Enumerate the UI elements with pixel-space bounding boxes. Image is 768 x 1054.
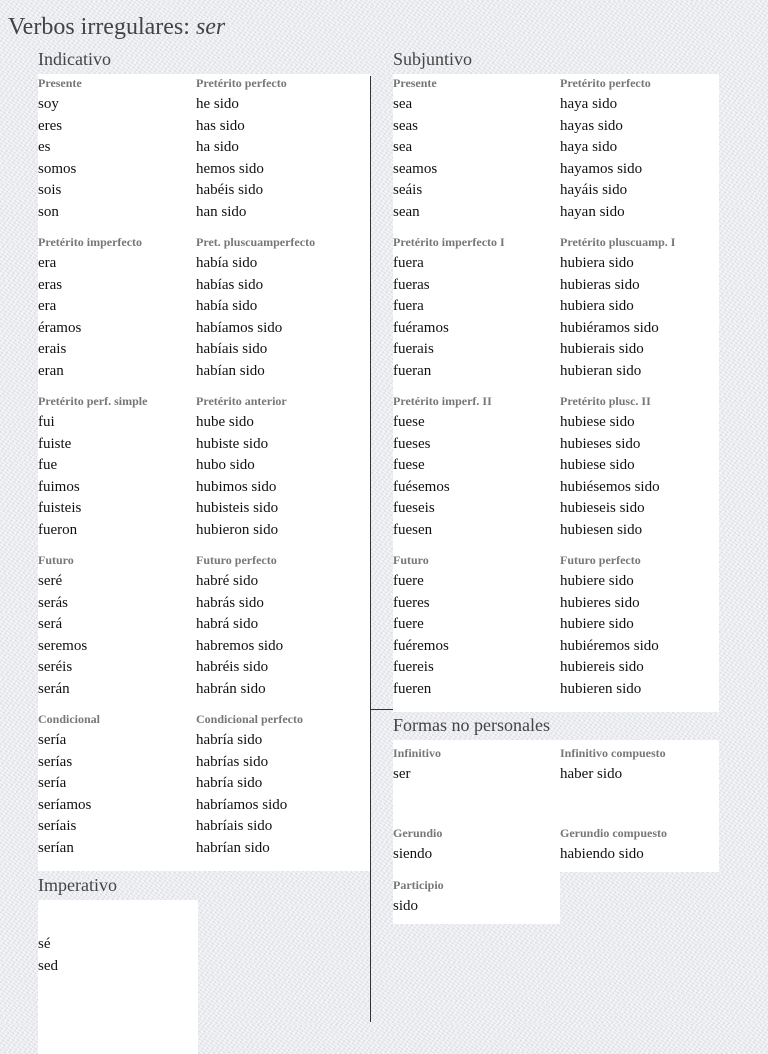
infinitivo-cell — [393, 740, 560, 820]
verb-form: hubiera sido — [560, 298, 634, 314]
tense-name: Condicional — [38, 712, 101, 726]
verb-form: hubiere sido — [560, 573, 634, 589]
verb-form: sería — [38, 732, 67, 748]
tense-name: Pret. pluscuamperfecto — [196, 235, 316, 249]
verb-form: haya sido — [560, 96, 618, 112]
verb-form: hubieses sido — [560, 435, 641, 452]
verb-form: ha sido — [196, 139, 239, 155]
verb-form: han sido — [196, 203, 247, 220]
verb-form: hubiéramos sido — [560, 319, 659, 336]
verb-form: son — [38, 203, 59, 220]
tense-name: Futuro perfecto — [196, 553, 277, 567]
gerundio-compuesto-value: habiendo sido — [560, 846, 644, 862]
verb-form: fuesen — [393, 521, 433, 538]
indicativo-table — [38, 74, 370, 871]
verb-form: será — [38, 616, 63, 632]
tense-name: Pretérito imperf. II — [393, 394, 492, 408]
verb-form: hayan sido — [560, 203, 625, 220]
verb-form: habían sido — [196, 362, 265, 379]
verb-form: eres — [38, 117, 63, 134]
subjuntivo-tense-block — [393, 394, 560, 553]
imperativo-form: sed — [38, 957, 58, 974]
tense-name: Pretérito imperfecto — [38, 235, 143, 249]
verb-form: éramos — [38, 319, 82, 336]
verb-form: seríais — [38, 818, 77, 834]
verb-form: habrían sido — [196, 839, 270, 856]
verb-form: fuere — [393, 573, 424, 589]
indicativo-tense-block — [38, 235, 196, 394]
participio-row — [393, 872, 719, 924]
participio-cell — [393, 872, 560, 924]
verb-form: hubieseis sido — [560, 500, 645, 516]
tense-name: Pretérito perfecto — [196, 76, 287, 90]
verb-form: fuereis — [393, 659, 434, 675]
verb-form: he sido — [196, 96, 239, 112]
verb-form: hubierais sido — [560, 341, 644, 357]
verb-form: sea — [393, 139, 413, 155]
verb-form: sois — [38, 182, 62, 198]
verb-form: seríamos — [38, 796, 92, 813]
subjuntivo-table — [393, 74, 719, 712]
verb-form: hubieran sido — [560, 362, 642, 379]
subjuntivo-tense-block — [560, 76, 719, 235]
tense-name: Condicional perfecto — [196, 712, 303, 726]
verb-form: hubiesen sido — [560, 521, 643, 538]
verb-form: has sido — [196, 117, 245, 134]
indicativo-tense-block — [196, 553, 370, 712]
verb-form: eras — [38, 276, 63, 293]
verb-form: serías — [38, 753, 73, 770]
verb-form: fuese — [393, 457, 425, 473]
gerundio-compuesto-label: Gerundio compuesto — [560, 826, 668, 840]
indicativo-tense-block — [38, 712, 196, 871]
verb-form: hubieron sido — [196, 521, 279, 538]
verb-form: hubieres sido — [560, 594, 640, 611]
verb-form: serán — [38, 680, 70, 697]
tense-name: Pretérito pluscuamp. I — [560, 235, 676, 249]
tense-name: Pretérito anterior — [196, 394, 287, 408]
verb-form: hubiste sido — [196, 435, 269, 452]
formas-no-personales-section — [393, 712, 719, 924]
verb-form: hemos sido — [196, 160, 264, 177]
tense-name: Futuro perfecto — [560, 553, 641, 567]
subjuntivo-tense-block — [393, 235, 560, 394]
verb-form: seréis — [38, 659, 73, 675]
verb-form: había sido — [196, 255, 258, 271]
verb-form: hubiese sido — [560, 457, 635, 473]
verb-form: hubieras sido — [560, 276, 640, 293]
indicativo-tense-block — [196, 76, 370, 235]
verb-form: fuese — [393, 414, 425, 430]
verb-form: seré — [38, 573, 63, 589]
verb-form: habías sido — [196, 276, 264, 293]
verb-form: hubiéremos sido — [560, 637, 659, 654]
indicativo-tense-block — [196, 712, 370, 871]
infinitivo-compuesto-cell — [560, 740, 719, 820]
verb-form: hayáis sido — [560, 182, 628, 198]
verb-form: fuimos — [38, 478, 80, 495]
gerundio-row — [393, 820, 719, 872]
gerundio-label: Gerundio — [393, 826, 443, 840]
imperativo-table — [38, 900, 198, 1054]
tense-name: Pretérito plusc. II — [560, 394, 651, 408]
verb-form: habremos sido — [196, 637, 284, 654]
verb-form: seas — [393, 117, 418, 134]
subjuntivo-tense-block — [560, 235, 719, 394]
verb-form: habríamos sido — [196, 796, 288, 813]
indicativo-tense-block — [38, 553, 196, 712]
imperativo-section — [38, 872, 198, 1054]
indicativo-tense-block — [196, 235, 370, 394]
verb-form: habíais sido — [196, 341, 268, 357]
verb-form: hayamos sido — [560, 160, 643, 177]
verb-form: fueron — [38, 521, 78, 538]
indicativo-section — [38, 46, 370, 871]
verb-form: fuera — [393, 298, 424, 314]
tense-name: Futuro — [38, 553, 74, 567]
verb-form: fueren — [393, 680, 432, 697]
verb-form: hubo sido — [196, 457, 255, 473]
indicativo-tense-block — [196, 394, 370, 553]
verb-form: hubisteis sido — [196, 500, 279, 516]
infinitivo-value: ser — [393, 766, 411, 782]
verb-form: fueres — [393, 594, 430, 611]
tense-name: Presente — [393, 76, 437, 90]
verb-form: hubiésemos sido — [560, 478, 660, 495]
gerundio-value: siendo — [393, 846, 433, 862]
verb-form: habrán sido — [196, 680, 266, 697]
indicativo-tense-block — [38, 76, 196, 235]
verb-form: fuiste — [38, 435, 72, 452]
tense-name: Pretérito imperfecto I — [393, 235, 505, 249]
verb-form: habrías sido — [196, 753, 269, 770]
verb-form: hubiera sido — [560, 255, 634, 271]
imperativo-heading: Imperativo — [38, 875, 117, 895]
verb-form: habrás sido — [196, 594, 264, 611]
verb-form: hubimos sido — [196, 478, 277, 495]
verb-form: era — [38, 255, 57, 271]
verb-form: era — [38, 298, 57, 314]
verb-form: habría sido — [196, 732, 263, 748]
verb-form: seáis — [393, 182, 423, 198]
verb-form: soy — [38, 96, 59, 112]
verb-form: habéis sido — [196, 182, 264, 198]
verb-form: habríais sido — [196, 818, 273, 834]
subjuntivo-section — [393, 46, 719, 712]
verb-form: fuerais — [393, 341, 434, 357]
verb-form: hube sido — [196, 414, 254, 430]
infinitivo-compuesto-label: Infinitivo compuesto — [560, 746, 666, 760]
subjuntivo-tense-block — [393, 76, 560, 235]
verb-form: eran — [38, 362, 64, 379]
subjuntivo-tense-block — [560, 553, 719, 712]
verb-form: habréis sido — [196, 659, 269, 675]
tense-name: Pretérito perf. simple — [38, 394, 148, 408]
verb-form: hayas sido — [560, 117, 623, 134]
verb-form: fueseis — [393, 500, 435, 516]
verb-form: había sido — [196, 298, 258, 314]
verb-form: sean — [393, 203, 420, 220]
verb-form: seremos — [38, 637, 88, 654]
verb-form: serían — [38, 839, 74, 856]
verb-form: fuéramos — [393, 319, 449, 336]
tense-name: Presente — [38, 76, 82, 90]
verb-form: habría sido — [196, 775, 263, 791]
verb-form: serás — [38, 594, 68, 611]
indicativo-tense-block — [38, 394, 196, 553]
verb-form: erais — [38, 341, 67, 357]
verb-form: fuere — [393, 616, 424, 632]
vertical-divider — [370, 76, 371, 1022]
verb-form: fuésemos — [393, 478, 450, 495]
subjuntivo-tense-block — [393, 553, 560, 712]
subjuntivo-heading: Subjuntivo — [393, 49, 473, 69]
verb-form: fueses — [393, 435, 431, 452]
page-title-text: Verbos irregulares: — [8, 14, 196, 40]
infinitivo-row — [393, 740, 719, 820]
participio-label: Participio — [393, 878, 444, 892]
page-title-verb: ser — [195, 14, 226, 40]
infinitivo-label: Infinitivo — [393, 746, 442, 760]
verb-form: fuera — [393, 255, 424, 271]
verb-form: hubiereis sido — [560, 659, 644, 675]
verb-form: fuisteis — [38, 500, 82, 516]
verb-form: haya sido — [560, 139, 618, 155]
verb-form: fueras — [393, 276, 430, 293]
verb-form: sea — [393, 96, 413, 112]
verb-form: hubiere sido — [560, 616, 634, 632]
participio-spacer — [560, 872, 719, 924]
page-title — [8, 12, 225, 42]
verb-form: fuéremos — [393, 637, 449, 654]
gerundio-compuesto-cell — [560, 820, 719, 872]
verb-form: fue — [38, 457, 58, 473]
verb-form: fueran — [393, 362, 432, 379]
infinitivo-compuesto-value: haber sido — [560, 766, 623, 782]
verb-form: sería — [38, 775, 67, 791]
imperativo-form: sé — [38, 936, 51, 952]
verb-form: seamos — [393, 160, 438, 177]
tense-name: Futuro — [393, 553, 429, 567]
verb-form: hubiese sido — [560, 414, 635, 430]
gerundio-cell — [393, 820, 560, 872]
tense-name: Pretérito perfecto — [560, 76, 651, 90]
verb-form: habrá sido — [196, 616, 259, 632]
verb-form: fui — [38, 414, 55, 430]
subjuntivo-tense-block — [560, 394, 719, 553]
verb-form: es — [38, 139, 51, 155]
verb-form: hubieren sido — [560, 680, 642, 697]
indicativo-heading: Indicativo — [38, 49, 111, 69]
verb-form: somos — [38, 160, 77, 177]
verb-form: habíamos sido — [196, 319, 283, 336]
verb-form: habré sido — [196, 573, 259, 589]
participio-value: sido — [393, 898, 419, 914]
formas-no-personales-heading: Formas no personales — [393, 715, 550, 735]
